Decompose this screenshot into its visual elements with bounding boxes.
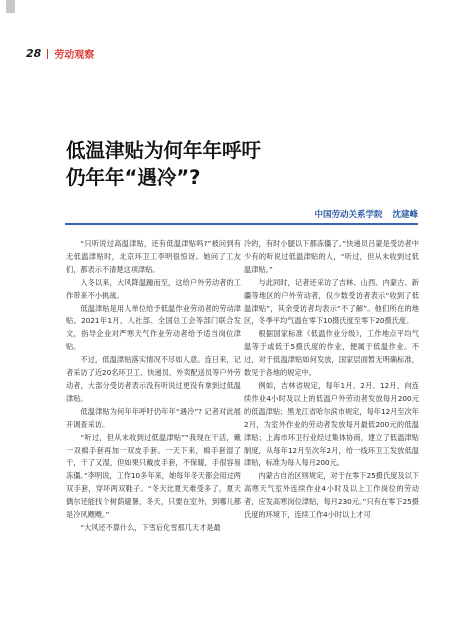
section-name: 劳动观察 [54,50,95,61]
page-number: 28 [26,47,42,60]
author-byline [314,208,418,220]
paragraph: 内蒙古自治区则规定，对于在零下25摄氏度及以下高寒天气室外连续作业4小时及以上工作岗位的劳动者，应发高寒岗位津贴，每月230元。”只有在零下25摄氏度的环境下，连续工作4小时以上才可 [244,471,419,520]
page-header [26,46,94,61]
paragraph-continued: 冷的，有时小腿以下都冻僵了。”快递员吕蒙是受访者中少有的听说过低温津贴的人，“听过，但从未收到过低温津贴。” [244,239,419,274]
article-column-right [244,238,419,522]
paragraph: “听过，但从未收到过低温津贴”“我现在干活，戴一双棉手套再加一双皮手套。一天下来，棉手套湿了干，干了又湿，但如果只戴皮手套，不保暖，手很容易冻僵。”李明说，工作10多年来，她每年冬天都会用过两双手套，穿坏两双鞋子。“冬天比夏天难受多了，夏天偶尔还能找个树荫避暑，冬天，只要在室外，到哪儿都是冷风飕飕。” [66,432,241,520]
paragraph: 根据国家标准《低温作业分级》，工作地点平均气温等于或低于5摄氏度的作业，便属于低温作业。不过，对于低温津贴如何发放，国家层面暂无明确标准，数见于各地的规定中。 [244,329,419,378]
paragraph: “大风还不算什么，下雪后化雪那几天才是最 [80,522,221,532]
title-line-1: 低温津贴为何年年呼吁 [66,139,262,162]
paragraph: 不过，低温津贴落实情况不尽如人意。连日来，记者采访了近20名环卫工、快递员、外卖配送员等户外劳动者，大部分受访者表示没有听说过更没有拿到过低温津贴。 [66,355,241,403]
article-column-left [66,238,241,535]
article-title [66,137,261,191]
corner-mark [6,0,15,13]
title-divider-rule [65,223,418,225]
paragraph: 低温津贴是用人单位给予低温作业劳动者的劳动津贴。2021年1月，人社部、全国总工会等部门联合发文，指导企业对严寒天气作业劳动者给予适当岗位津贴。 [66,303,241,352]
header-divider [47,49,48,59]
title-line-2: 仍年年“遇冷”? [66,166,201,189]
paragraph: 例如，吉林省规定，每年1月、2月、12月，向连续作业4小时及以上的低温户外劳动者发放每月200元的低温津贴；黑龙江省哈尔滨市规定，每年12月至次年2月，为室外作业的劳动者发放每月最低200元的低温津贴；上海市环卫行业经过集体协商，建立了低温津贴制度，从每年12月至次年2月，给一线环卫工发放低温津贴，标准为每人每月200元。 [244,380,419,468]
paragraph: 与此同时，记者还采访了吉林、山西、内蒙古、新疆等地区的户外劳动者，仅少数受访者表示“收到了低温津贴”，其余受访者均表示“不了解”。他们所在的地区，冬季平均气温在零下10摄氏度至零下20摄氏度。 [244,277,419,326]
author-name: 沈建峰 [392,210,418,220]
author-organization: 中国劳动关系学院 [314,210,383,220]
paragraph: “只听说过高温津贴，还有低温津贴吗?”被问到有无低温津贴时，北京环卫工李明很惊讶。她问了工友们，都表示不清楚这项津贴。 [66,239,241,274]
paragraph: 低温津贴为何年年呼吁仍年年“遇冷”? 记者对此展开调查采访。 [66,406,241,429]
paragraph: 入冬以来，大风降温踵而至，这给户外劳动者的工作带来不小挑战。 [66,277,241,300]
